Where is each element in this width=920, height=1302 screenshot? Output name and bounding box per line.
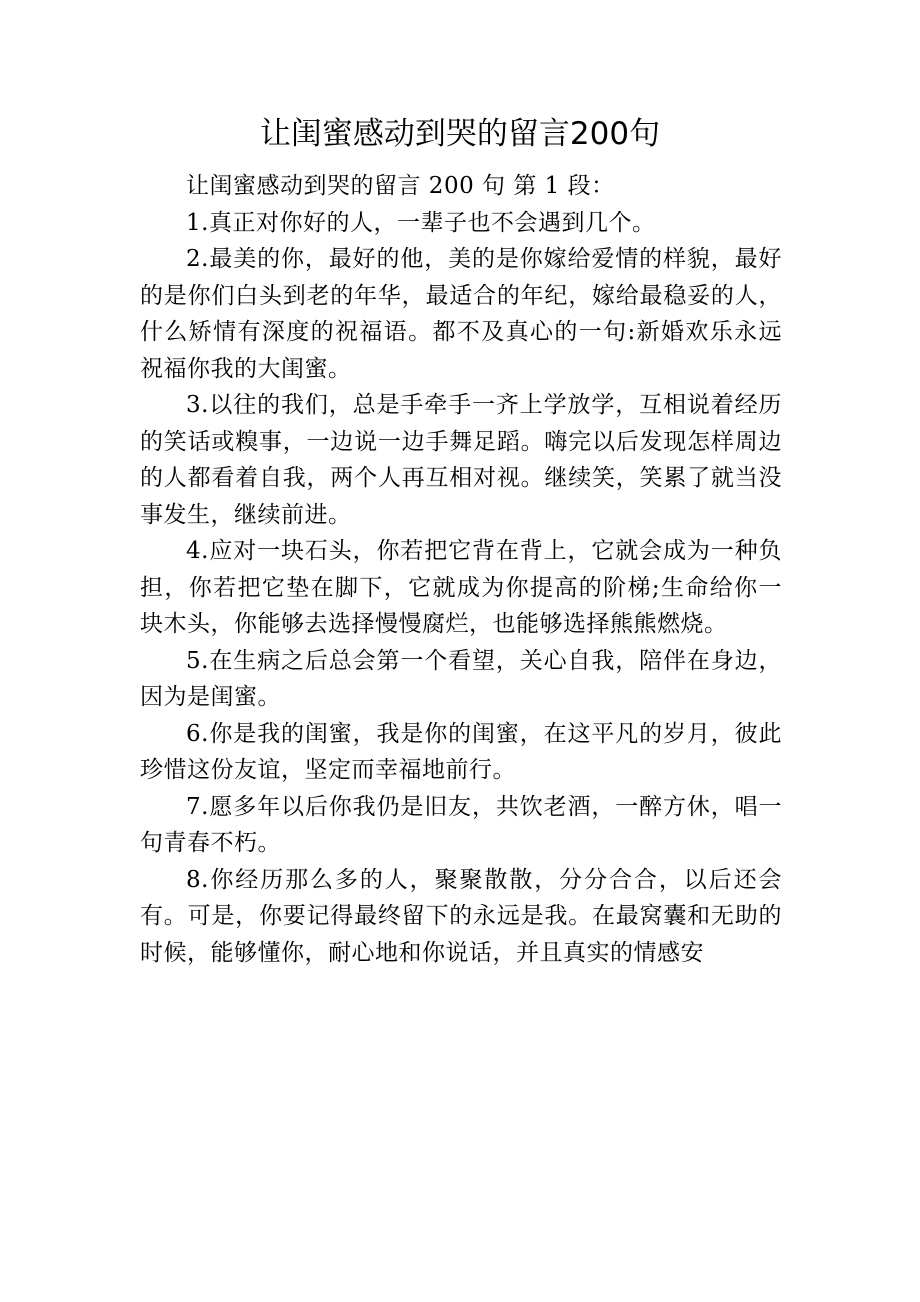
section-heading: 让闺蜜感动到哭的留言 200 句 第 1 段：	[186, 173, 615, 199]
message-paragraph-4: 4.应对一块石头，你若把它背在背上，它就会成为一种负担，你若把它垫在脚下，它就成为你提高的阶梯;生命给你一块木头，你能够去选择慢慢腐烂，也能够选择熊熊燃烧。	[140, 538, 782, 637]
page-title: 让闺蜜感动到哭的留言200句	[259, 116, 661, 152]
message-paragraph-3: 3.以往的我们，总是手牵手一齐上学放学，互相说着经历的笑话或糗事，一边说一边手舞足蹈。嗨完以后发现怎样周边的人都看着自我，两个人再互相对视。继续笑，笑累了就当没事发生，继续前进。	[140, 392, 782, 528]
document-body	[140, 168, 782, 971]
message-paragraph-8: 8.你经历那么多的人，聚聚散散，分分合合，以后还会有。可是，你要记得最终留下的永远是我。在最窝囊和无助的时候，能够懂你，耐心地和你说话，并且真实的情感安	[140, 866, 782, 966]
message-paragraph-2: 2.最美的你，最好的他，美的是你嫁给爱情的样貌，最好的是你们白头到老的年华，最适合的年纪，嫁给最稳妥的人，什么矫情有深度的祝福语。都不及真心的一句:新婚欢乐永远祝福你我的大闺蜜。	[140, 246, 782, 382]
message-paragraph-7: 7.愿多年以后你我仍是旧友，共饮老酒，一醉方休，唱一句青春不朽。	[140, 793, 782, 856]
message-paragraph-1: 1.真正对你好的人，一辈子也不会遇到几个。	[186, 209, 656, 236]
message-paragraph-5: 5.在生病之后总会第一个看望，关心自我，陪伴在身边，因为是闺蜜。	[140, 647, 782, 710]
message-paragraph-6: 6.你是我的闺蜜，我是你的闺蜜，在这平凡的岁月，彼此珍惜这份友谊，坚定而幸福地前行。	[140, 720, 782, 783]
